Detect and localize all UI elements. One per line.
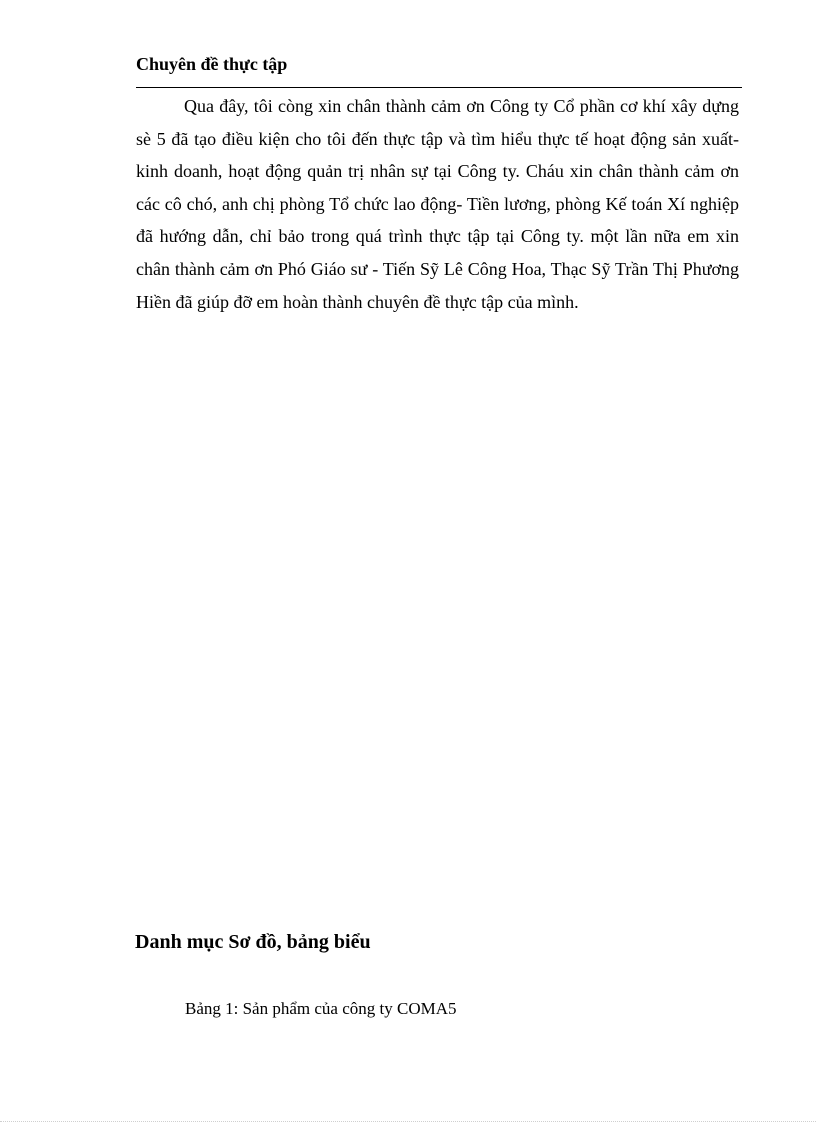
list-item: Bảng 1: Sản phẩm của công ty COMA5 bbox=[185, 999, 457, 1018]
header-title: Chuyên đề thực tập bbox=[136, 54, 288, 74]
acknowledgement-paragraph: Qua đây, tôi còng xin chân thành cảm ơn Công ty Cổ phần cơ khí xây dựng sè 5 đã tạo điều kiện cho tôi đến thực tập và tìm hiểu thực tế hoạt động sản xuất- kinh doanh, hoạt động quản trị nhân sự tại Công ty. Cháu xin chân thành cảm ơn các cô chó, anh chị phòng Tổ chức lao động- Tiền lương, phòng Kế toán Xí nghiệp đã hướng dẫn, chỉ bảo trong quá trình thực tập tại Công ty. một lần nữa em xin chân thành cảm ơn Phó Giáo sư - Tiến Sỹ Lê Công Hoa, Thạc Sỹ Trần Thị Phương Hiền đã giúp đỡ em hoàn thành chuyên đề thực tập của mình. bbox=[136, 96, 739, 312]
page-header bbox=[136, 51, 742, 88]
page-bottom-divider bbox=[0, 1121, 816, 1122]
section-heading: Danh mục Sơ đồ, bảng biểu bbox=[135, 931, 371, 953]
